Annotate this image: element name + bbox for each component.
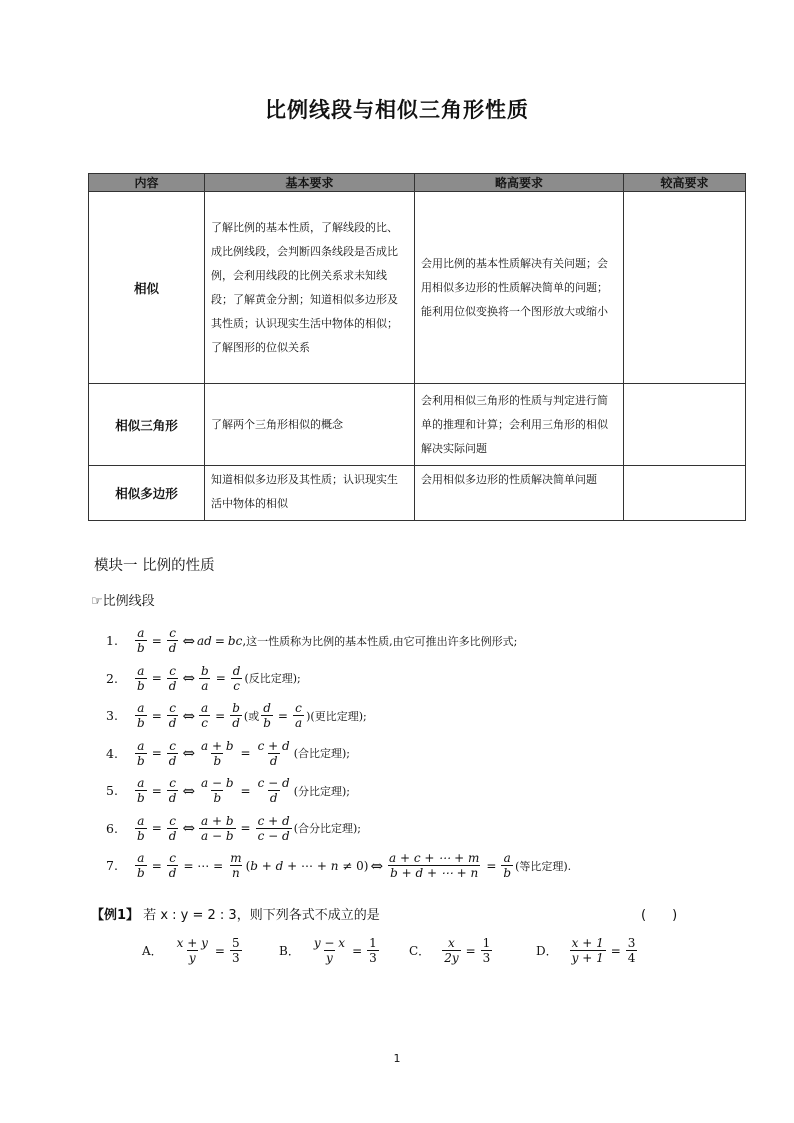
page-title: 比例线段与相似三角形性质 bbox=[265, 98, 529, 122]
property-note: 这一性质称为比例的基本性质,由它可推出许多比例形式; bbox=[246, 634, 518, 648]
property-item: 4. $\frac{a}{b}$ = $\frac{c}{d}$ ⇔ $\frac{a + b}{b}$ = $\frac{c + d}{d}$ (合比定理); bbox=[106, 738, 350, 768]
property-item: 6. $\frac{a}{b}$ = $\frac{c}{d}$ ⇔ $\frac{a + b}{a - b}$ = $\frac{c + d}{c - d}$ (合分比定理); bbox=[106, 813, 361, 843]
example-stem: 若 x : y = 2 : 3，则下列各式不成立的是 bbox=[143, 908, 380, 923]
property-list bbox=[106, 622, 571, 885]
option-a: A． $\frac{x + y}{y}$ = $\frac{5}{3}$ bbox=[142, 936, 240, 965]
row-name: 相似三角形 bbox=[89, 384, 205, 466]
option-c: C． $\frac{x}{2y}$ = $\frac{1}{3}$ bbox=[409, 936, 491, 965]
option-d: D． $\frac{x + 1}{y + 1}$ = $\frac{3}{4}$ bbox=[536, 936, 636, 965]
row-advanced bbox=[624, 192, 746, 384]
row-higher: 会利用相似三角形的性质与判定进行简单的推理和计算；会利用三角形的相似解决实际问题 bbox=[415, 384, 624, 466]
property-item: 1. $\frac{a}{b}$ = $\frac{c}{d}$ ⇔ ad = bc , 这一性质称为比例的基本性质,由它可推出许多比例形式; bbox=[106, 626, 518, 656]
row-name: 相似多边形 bbox=[89, 466, 205, 521]
header-content: 内容 bbox=[89, 174, 205, 192]
module-heading: 模块一 比例的性质 bbox=[94, 558, 215, 574]
property-item: 7. $\frac{a}{b}$ = $\frac{c}{d}$ = ⋯ = $\frac{m}{n}$ (b + d + ⋯ + n ≠ 0) ⇔ $\frac{a + c + \cdots + m}{b + d + \cdots + n}$ = $\frac{a}{b}$ (等比定理). bbox=[106, 851, 572, 881]
property-note: (分比定理); bbox=[293, 784, 350, 798]
property-item: 5. $\frac{a}{b}$ = $\frac{c}{d}$ ⇔ $\frac{a - b}{b}$ = $\frac{c - d}{d}$ (分比定理); bbox=[106, 776, 350, 806]
property-item: 2. $\frac{a}{b}$ = $\frac{c}{d}$ ⇔ $\frac{b}{a}$ = $\frac{d}{c}$ (反比定理); bbox=[106, 663, 301, 693]
row-name: 相似 bbox=[89, 192, 205, 384]
option-list bbox=[142, 936, 662, 965]
row-basic: 知道相似多边形及其性质；认识现实生活中物体的相似 bbox=[205, 466, 415, 521]
property-note: (反比定理); bbox=[244, 672, 301, 686]
property-note: (等比定理). bbox=[515, 859, 572, 873]
table-row bbox=[89, 384, 746, 466]
property-item: 3. $\frac{a}{b}$ = $\frac{c}{d}$ ⇔ $\frac{a}{c}$ = $\frac{b}{d}$ (或 $\frac{d}{b}$ = $\frac{c}{a}$ )(更比定理); bbox=[106, 701, 367, 731]
requirements-table bbox=[88, 173, 746, 521]
property-note: (合比定理); bbox=[293, 747, 350, 761]
table-header-row bbox=[89, 174, 746, 192]
header-advanced: 较高要求 bbox=[624, 174, 746, 192]
property-note: )(更比定理); bbox=[306, 709, 367, 723]
table-row bbox=[89, 192, 746, 384]
page-number: 1 bbox=[393, 1052, 401, 1065]
row-higher: 会用比例的基本性质解决有关问题；会用相似多边形的性质解决简单的问题；能利用位似变换将一个图形放大或缩小 bbox=[415, 192, 624, 384]
sub-heading: ☞比例线段 bbox=[91, 594, 155, 609]
option-b: B． $\frac{y - x}{y}$ = $\frac{1}{3}$ bbox=[279, 936, 377, 965]
row-basic: 了解比例的基本性质，了解线段的比、成比例线段，会判断四条线段是否成比例，会利用线段的比例关系求未知线段；了解黄金分割；知道相似多边形及其性质；认识现实生活中物体的相似；了解图形的位似关系 bbox=[205, 192, 415, 384]
example-question bbox=[91, 904, 380, 923]
header-higher: 略高要求 bbox=[415, 174, 624, 192]
row-higher: 会用相似多边形的性质解决简单问题 bbox=[415, 466, 624, 521]
table-row bbox=[89, 466, 746, 521]
row-advanced bbox=[624, 384, 746, 466]
header-basic: 基本要求 bbox=[205, 174, 415, 192]
answer-blank: ( ) bbox=[641, 908, 678, 923]
property-note: (合分比定理); bbox=[293, 822, 361, 836]
row-advanced bbox=[624, 466, 746, 521]
property-note: (或 bbox=[243, 709, 260, 723]
example-tag: 【例1】 bbox=[91, 908, 140, 923]
row-basic: 了解两个三角形相似的概念 bbox=[205, 384, 415, 466]
